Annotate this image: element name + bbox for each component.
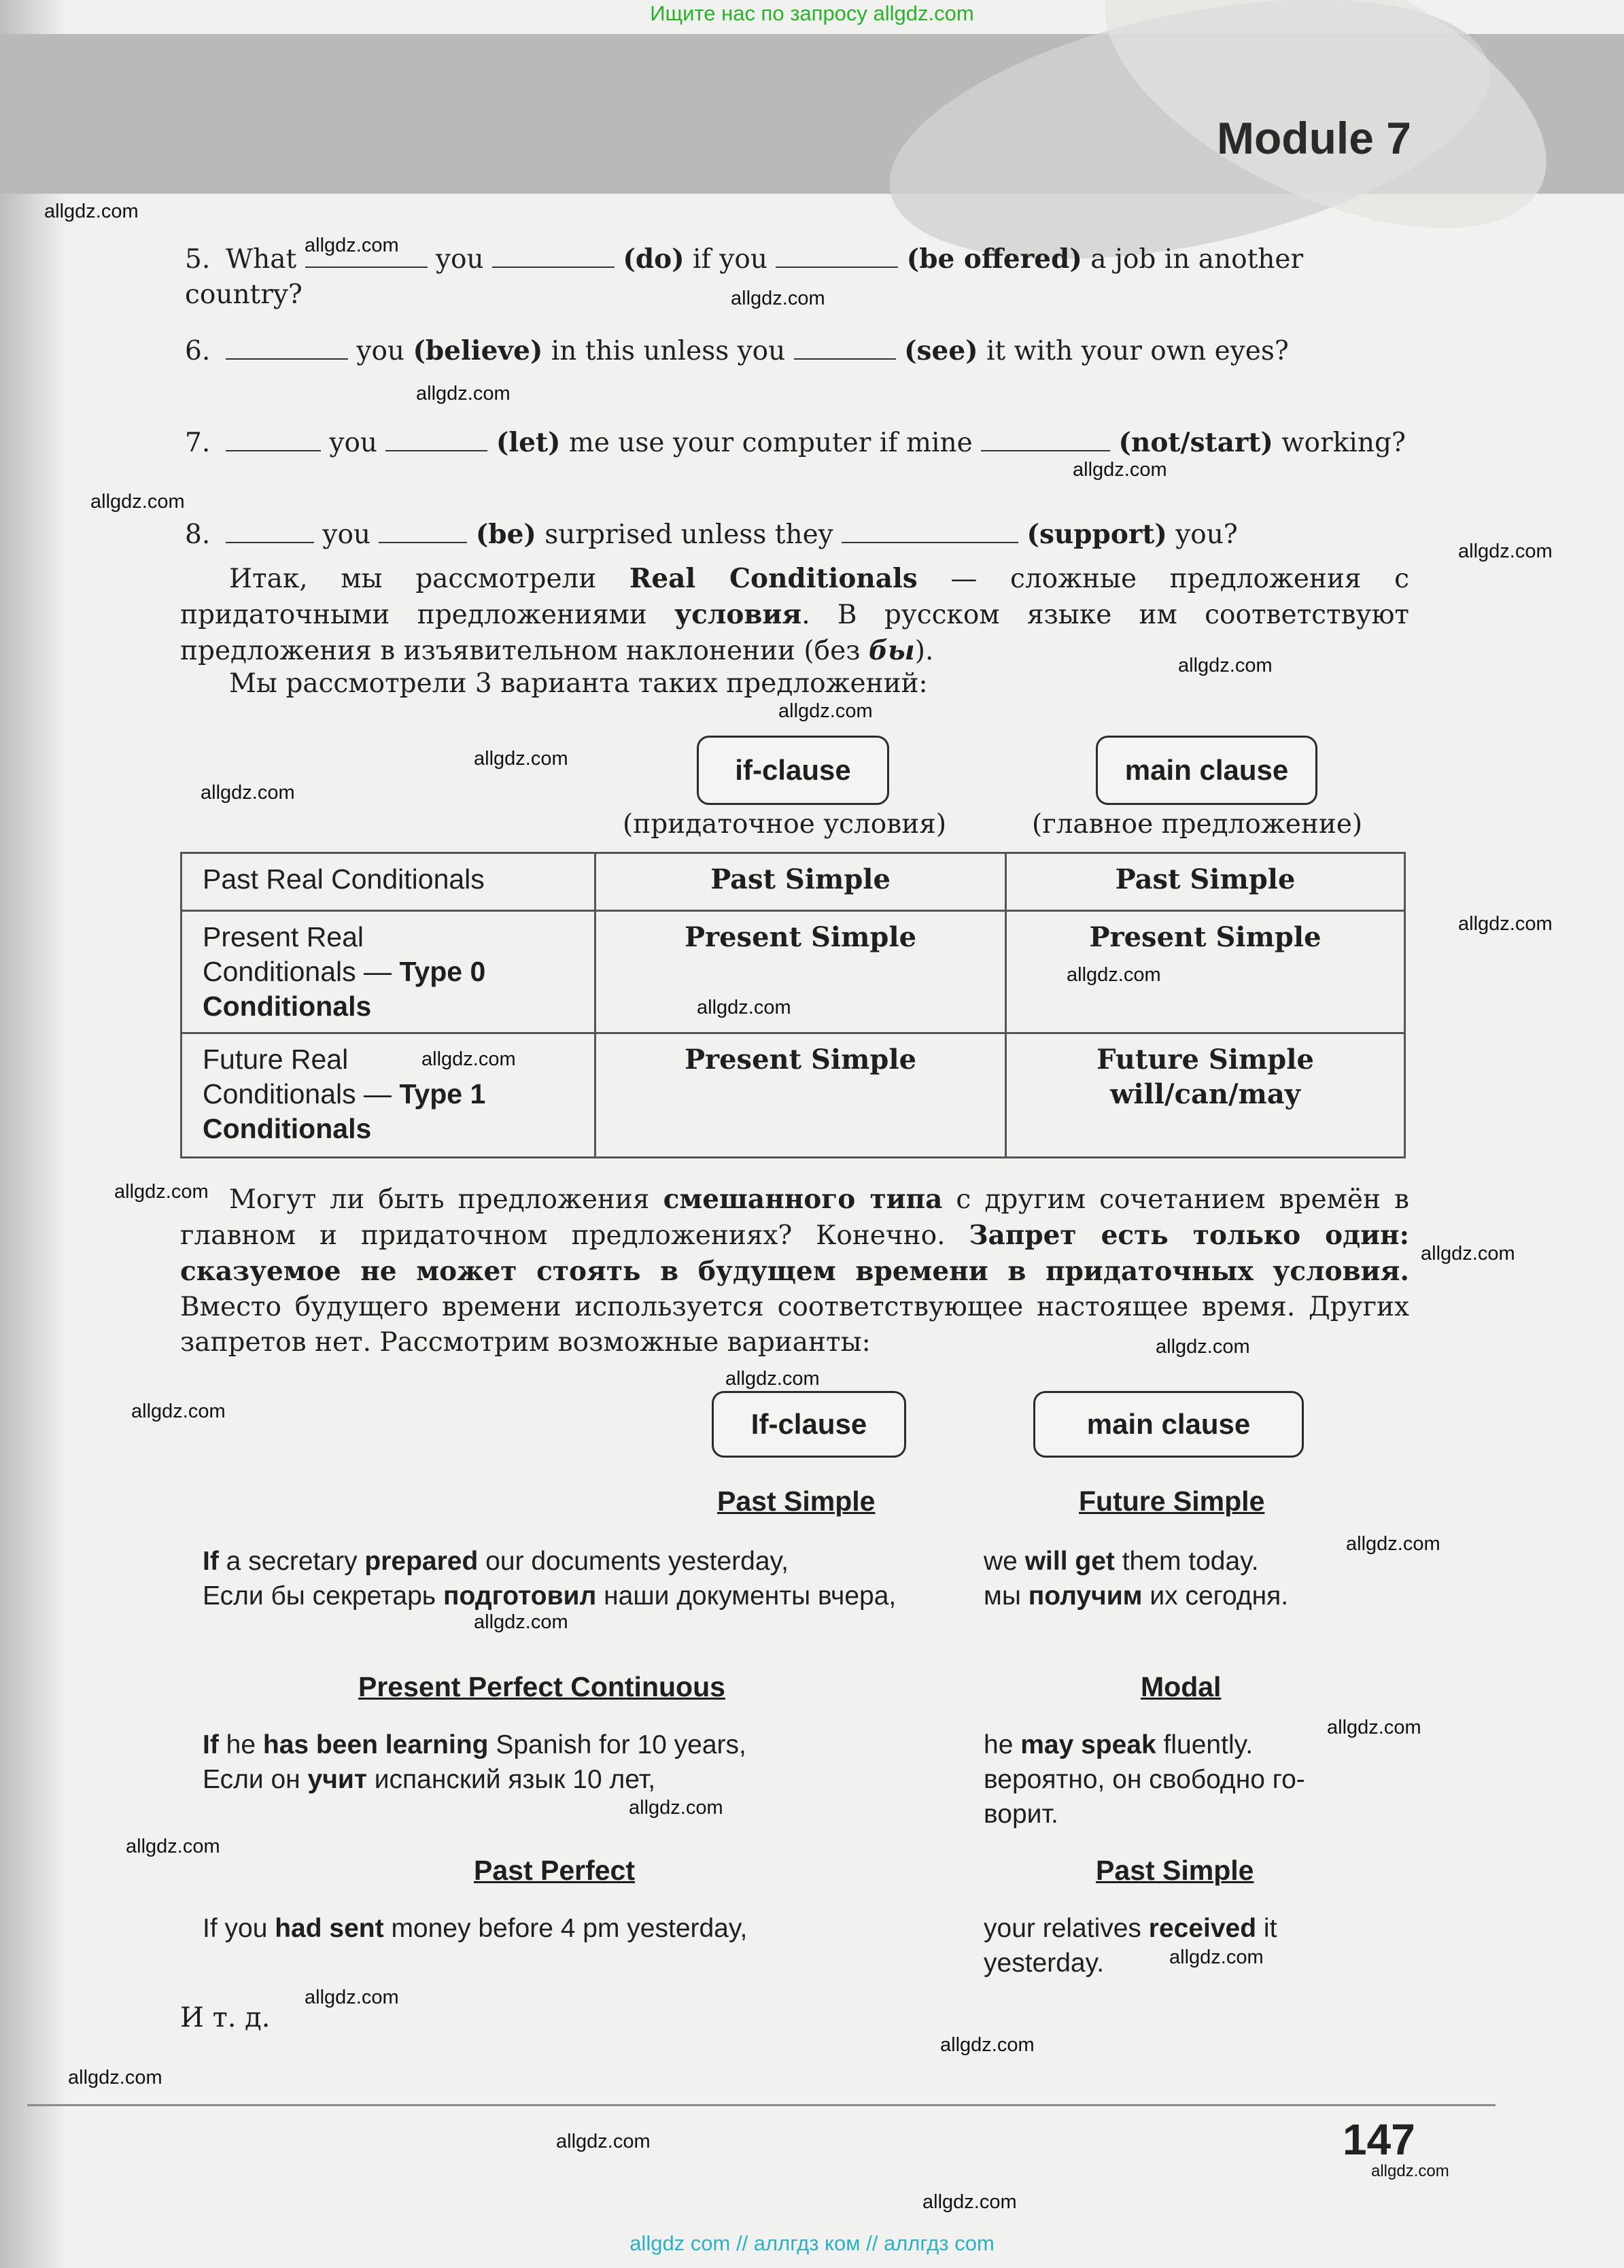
watermark: allgdz.com: [421, 1048, 516, 1070]
top-banner[interactable]: Ищите нас по запросу allgdz.com: [650, 1, 974, 25]
example-if-tense: Past Perfect: [474, 1855, 636, 1886]
kw: will get: [1024, 1547, 1115, 1576]
conditionals-table: [180, 852, 1406, 1158]
answer-blank[interactable]: [794, 334, 896, 360]
ex-text: in this unless you: [551, 336, 786, 366]
kw: If: [203, 1730, 219, 1759]
text: our documents yesterday,: [478, 1547, 789, 1576]
watermark: allgdz.com: [1458, 913, 1553, 935]
text: yesterday.: [984, 1948, 1105, 1978]
example-if-tense: Present Perfect Continuous: [358, 1671, 725, 1702]
watermark: allgdz.com: [305, 235, 399, 256]
watermark: allgdz.com: [68, 2067, 162, 2089]
exercise-8: [185, 517, 1419, 553]
text: Вместо будущего времени используется соответствующее настоящее время. Других запретов нет. Рассмотрим возможные варианты:: [180, 1292, 1409, 1358]
watermark: allgdz.com: [1327, 1717, 1421, 1738]
watermark: allgdz.com: [44, 201, 139, 222]
main-clause-label-2: main clause: [1033, 1391, 1304, 1458]
watermark: allgdz.com: [1178, 655, 1273, 676]
example-main-text: [984, 1911, 1473, 1980]
watermark: allgdz.com: [1073, 459, 1167, 481]
watermark: allgdz.com: [474, 748, 568, 770]
row-type: Conditionals: [203, 1113, 372, 1144]
ex-text: you: [435, 244, 484, 275]
mixed-types-paragraph: [180, 1182, 1409, 1360]
ex-verb: (see): [904, 335, 978, 366]
ex-verb: (believe): [413, 335, 543, 366]
if-clause-label-2: If-clause: [712, 1391, 906, 1458]
intro-paragraph: [180, 561, 1409, 669]
watermark: allgdz.com: [305, 1987, 399, 2008]
example-main-text: [984, 1728, 1473, 1832]
text: we: [984, 1547, 1025, 1576]
exercise-6: [185, 333, 1419, 369]
ex-text: you?: [1175, 519, 1238, 550]
term: бы: [868, 635, 915, 666]
watermark: allgdz.com: [940, 2034, 1035, 2056]
watermark: allgdz.com: [922, 2191, 1017, 2213]
watermark: allgdz.com: [629, 1797, 723, 1819]
watermark: allgdz.com: [1421, 1243, 1515, 1265]
example-if-text: [203, 1728, 950, 1797]
table-cell: Past Simple: [1006, 853, 1405, 911]
term: условия: [674, 599, 802, 630]
text: Могут ли быть предложения: [229, 1184, 663, 1215]
et-cetera: И т. д.: [180, 2002, 271, 2033]
watermark: allgdz.com: [731, 288, 825, 309]
exercise-7: [185, 425, 1419, 461]
watermark: allgdz.com: [114, 1181, 209, 1203]
kw: may speak: [1020, 1730, 1156, 1759]
ex-text: working?: [1281, 428, 1406, 458]
kw: получим: [1028, 1581, 1143, 1611]
text: . В русском языке им соответствуют предложения в изъявительном наклонении (без: [180, 600, 1409, 666]
watermark: allgdz.com: [1156, 1336, 1250, 1358]
ex-text: you: [329, 428, 378, 458]
example-if-text: [203, 1544, 950, 1613]
table-cell: [182, 1033, 595, 1158]
text: he: [218, 1730, 263, 1759]
text: — сложные предложения с придаточными предложениями: [180, 564, 1409, 630]
table-cell: Past Simple: [595, 853, 1006, 911]
main-clause-sublabel: (главное предложение): [1032, 809, 1363, 840]
watermark: allgdz.com: [725, 1368, 820, 1390]
watermark: allgdz.com: [1067, 964, 1161, 986]
kw: received: [1148, 1914, 1257, 1943]
text: he: [984, 1730, 1021, 1759]
watermark: allgdz.com: [474, 1611, 568, 1633]
ex-text: you: [322, 519, 371, 550]
table-cell: [1006, 1033, 1405, 1158]
kw: учит: [307, 1765, 367, 1794]
term: Real Conditionals: [629, 563, 918, 594]
kw: подготовил: [443, 1581, 597, 1611]
table-row: [182, 911, 1405, 1033]
answer-blank[interactable]: [981, 426, 1110, 451]
ex-verb: (be): [475, 519, 536, 550]
ex-text: What: [226, 244, 297, 275]
text: them today.: [1114, 1547, 1259, 1576]
answer-blank[interactable]: [226, 517, 314, 543]
text: If you: [203, 1914, 275, 1943]
ex-verb: (let): [496, 427, 561, 458]
page-number: 147: [1343, 2115, 1415, 2164]
text: ворит.: [984, 1800, 1058, 1829]
watermark: allgdz.com: [126, 1836, 220, 1857]
ex-verb: (support): [1026, 519, 1167, 550]
row-name: Future Real: [203, 1044, 349, 1075]
if-clause-label: if-clause: [697, 736, 889, 805]
text: Если бы секретарь: [203, 1581, 443, 1611]
ex-text: surprised unless they: [545, 519, 833, 550]
row-type: Conditionals: [203, 991, 372, 1022]
answer-blank[interactable]: [776, 242, 898, 268]
if-clause-sublabel: (придаточное условия): [623, 809, 947, 840]
ex-text: me use your computer if mine: [568, 428, 973, 458]
ex-verb: (be offered): [906, 243, 1082, 275]
text: Итак, мы рассмотрели: [229, 564, 629, 594]
page-gutter-shadow: [0, 0, 65, 2268]
watermark: allgdz.com: [778, 700, 873, 722]
table-row: [182, 853, 1405, 911]
watermark: allgdz.com: [697, 997, 791, 1018]
watermark: allgdz.com: [416, 383, 511, 405]
term: смешанного типа: [663, 1184, 943, 1215]
example-main-tense: Future Simple: [1079, 1485, 1265, 1517]
kw: prepared: [364, 1547, 479, 1576]
example-main-tense: Modal: [1141, 1671, 1222, 1702]
exercise-number: 5.: [185, 244, 211, 275]
row-name: Past Real Conditionals: [203, 863, 485, 895]
kw: had sent: [275, 1914, 384, 1943]
ex-text: you: [356, 336, 405, 366]
main-clause-label: main clause: [1096, 736, 1317, 805]
watermark: allgdz.com: [1346, 1533, 1440, 1555]
text: Spanish for 10 years,: [488, 1730, 746, 1759]
table-cell: Present Simple: [1006, 911, 1405, 1033]
answer-blank[interactable]: [226, 334, 348, 360]
table-cell: [182, 911, 595, 1033]
text: ).: [914, 636, 934, 666]
text: вероятно, он свободно го-: [984, 1765, 1305, 1794]
footer-divider: [27, 2104, 1496, 2106]
table-cell: Present Simple: [595, 911, 1006, 1033]
text: наши документы вчера,: [596, 1581, 897, 1611]
row-name: Conditionals —: [203, 1078, 400, 1110]
answer-blank[interactable]: [379, 517, 467, 543]
watermark: allgdz.com: [1458, 540, 1553, 562]
watermark: allgdz.com: [556, 2131, 651, 2152]
text: it: [1256, 1914, 1277, 1943]
example-if-tense: Past Simple: [717, 1485, 876, 1517]
tense: will/can/may: [1109, 1078, 1301, 1110]
ex-verb: (do): [623, 243, 685, 275]
exercise-number: 6.: [185, 336, 211, 366]
text: your relatives: [984, 1914, 1149, 1943]
row-type: Type 0: [399, 956, 486, 987]
watermark: allgdz.com: [201, 782, 295, 804]
text: их сегодня.: [1142, 1581, 1289, 1611]
tense: Future Simple: [1096, 1044, 1314, 1076]
ex-text: it with your own eyes?: [986, 336, 1289, 366]
watermark: allgdz.com: [1371, 2162, 1449, 2180]
rule: Запрет есть только один: сказуемое не может стоять в будущем времени в придаточных условия.: [180, 1220, 1409, 1287]
table-cell: [182, 853, 595, 911]
text: a secretary: [218, 1547, 365, 1576]
module-title: Module 7: [1217, 113, 1412, 163]
text: с другим сочетанием времён в главном и придаточном предложениях? Конечно.: [180, 1184, 1409, 1251]
ex-text: a job in another country?: [185, 244, 1304, 310]
table-cell: Present Simple: [595, 1033, 1006, 1158]
text: испанский язык 10 лет,: [366, 1765, 656, 1794]
exercise-number: 7.: [185, 428, 211, 458]
answer-blank[interactable]: [226, 426, 321, 451]
table-row: [182, 1033, 1405, 1158]
watermark: allgdz.com: [1169, 1946, 1264, 1968]
watermark: allgdz.com: [90, 491, 185, 513]
exercise-number: 8.: [185, 519, 211, 550]
row-type: Type 1: [399, 1078, 486, 1110]
kw: If: [203, 1547, 219, 1576]
row-name: Conditionals —: [203, 956, 400, 987]
text: Если он: [203, 1765, 308, 1794]
answer-blank[interactable]: [385, 426, 487, 451]
ex-text: if you: [693, 244, 767, 275]
row-name: Present Real: [203, 921, 364, 952]
intro-variants: Мы рассмотрели 3 варианта таких предложений:: [229, 668, 928, 699]
answer-blank[interactable]: [492, 242, 615, 268]
answer-blank[interactable]: [842, 517, 1018, 543]
text: мы: [984, 1581, 1029, 1611]
text: money before 4 pm yesterday,: [383, 1914, 748, 1943]
example-if-text: [203, 1911, 950, 1946]
kw: has been learning: [262, 1730, 489, 1759]
example-main-tense: Past Simple: [1096, 1855, 1254, 1886]
text: fluently.: [1156, 1730, 1254, 1759]
watermark: allgdz.com: [131, 1401, 226, 1422]
ex-verb: (not/start): [1118, 427, 1273, 458]
bottom-banner[interactable]: allgdz com // аллгдз ком // аллгдз com: [629, 2231, 995, 2255]
